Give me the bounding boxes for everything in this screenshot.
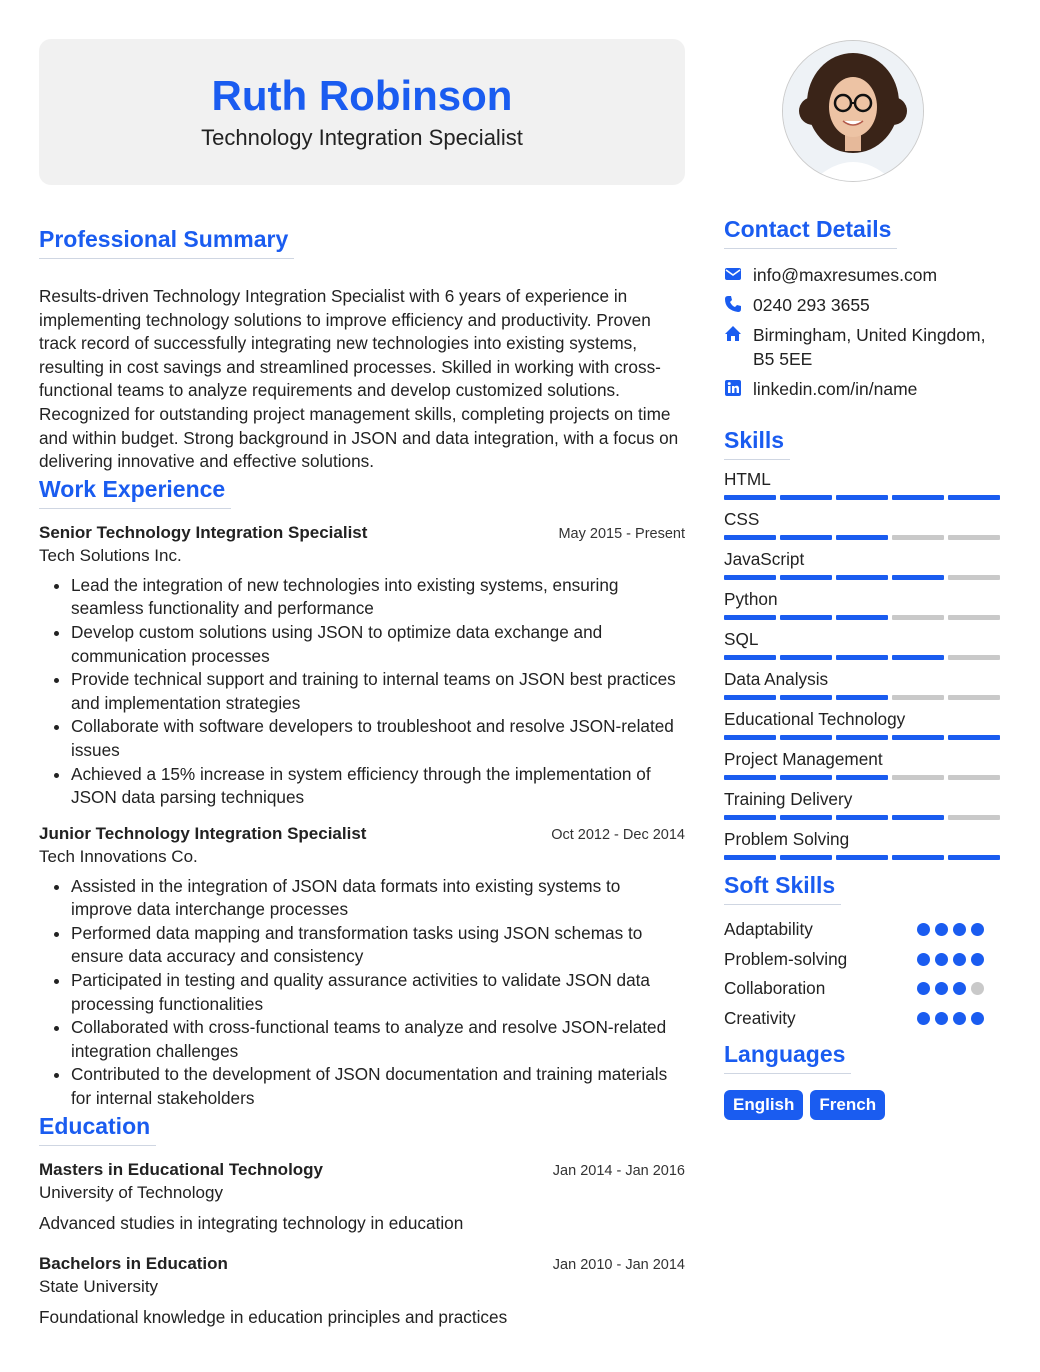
skill-level-segment bbox=[836, 655, 888, 660]
skill-level-segment bbox=[892, 535, 944, 540]
skill-level-segment bbox=[948, 655, 1000, 660]
job-entry bbox=[39, 523, 685, 810]
job-bullet: • Collaborate with software developers to troubleshoot and resolve JSON-related issues bbox=[71, 715, 685, 762]
skill-item bbox=[724, 467, 1004, 500]
skills-list bbox=[724, 467, 1004, 860]
skill-name: Python bbox=[724, 589, 778, 609]
contact-list bbox=[724, 263, 1004, 401]
education-school: State University bbox=[39, 1276, 159, 1296]
skill-level-segment bbox=[780, 695, 832, 700]
contact-phone-text: 0240 293 3655 bbox=[753, 295, 870, 315]
skill-level-segment bbox=[836, 695, 888, 700]
language-list bbox=[724, 1090, 1004, 1120]
skill-level-segment bbox=[836, 615, 888, 620]
soft-skill-rating bbox=[917, 953, 984, 966]
contact-email-text[interactable]: info@maxresumes.com bbox=[753, 265, 938, 285]
skill-level-segment bbox=[836, 735, 888, 740]
skill-level-bar bbox=[724, 775, 1000, 780]
job-bullet: • Provide technical support and training to internal teams on JSON best practices and implementation strategies bbox=[71, 668, 685, 715]
skill-item bbox=[724, 547, 1004, 580]
rating-dot bbox=[935, 923, 948, 936]
skill-level-segment bbox=[780, 815, 832, 820]
skill-level-bar bbox=[724, 575, 1000, 580]
skill-level-segment bbox=[724, 775, 776, 780]
skill-level-segment bbox=[948, 815, 1000, 820]
job-bullet: • Achieved a 15% increase in system efficiency through the implementation of JSON data parsing techniques bbox=[71, 763, 685, 810]
skill-level-segment bbox=[724, 695, 776, 700]
rating-dot bbox=[971, 953, 984, 966]
job-bullet: • Participated in testing and quality assurance activities to validate JSON data processing functionalities bbox=[71, 969, 685, 1016]
envelope-icon bbox=[724, 265, 742, 283]
skill-item bbox=[724, 667, 1004, 700]
skill-level-segment bbox=[780, 775, 832, 780]
skill-level-segment bbox=[836, 575, 888, 580]
education-heading: Education bbox=[39, 1113, 156, 1146]
job-bullet: • Lead the integration of new technologies into existing systems, ensuring seamless functionality and performance bbox=[71, 574, 685, 621]
soft-skill-item bbox=[724, 945, 984, 975]
summary-text: Results-driven Technology Integration Specialist with 6 years of experience in implementing technology solutions to improve efficiency and productivity. Proven track record of successfully integrating new technologies into existing systems, resulting in cost savings and streamlined processes. Skilled in working with cross-functional teams to analyze requirements and develop customized solutions. Recognized for outstanding project management skills, completing projects on time and within budget. Strong background in JSON and data integration, with a focus on delivering innovative and effective solutions. bbox=[39, 286, 679, 472]
education-description: Advanced studies in integrating technology in education bbox=[39, 1212, 464, 1233]
skill-level-segment bbox=[724, 575, 776, 580]
skill-level-segment bbox=[948, 775, 1000, 780]
education-school: University of Technology bbox=[39, 1182, 223, 1202]
skill-level-segment bbox=[724, 535, 776, 540]
skill-level-segment bbox=[780, 735, 832, 740]
languages-heading: Languages bbox=[724, 1041, 851, 1074]
skill-level-bar bbox=[724, 495, 1000, 500]
skill-level-segment bbox=[780, 535, 832, 540]
job-date: May 2015 - Present bbox=[558, 525, 685, 542]
job-bullet: • Develop custom solutions using JSON to optimize data exchange and communication processes bbox=[71, 621, 685, 668]
contact-phone bbox=[724, 293, 1004, 317]
skill-level-segment bbox=[948, 495, 1000, 500]
soft-skills-heading: Soft Skills bbox=[724, 872, 841, 905]
soft-skill-rating bbox=[917, 982, 984, 995]
rating-dot bbox=[935, 982, 948, 995]
skill-level-bar bbox=[724, 695, 1000, 700]
linkedin-icon bbox=[724, 379, 742, 397]
skill-level-segment bbox=[780, 495, 832, 500]
skill-level-segment bbox=[724, 855, 776, 860]
summary-heading: Professional Summary bbox=[39, 226, 294, 259]
skill-level-segment bbox=[724, 815, 776, 820]
skill-name: Project Management bbox=[724, 749, 883, 769]
job-bullet: • Collaborated with cross-functional teams to analyze and resolve JSON-related integration challenges bbox=[71, 1016, 685, 1063]
skill-level-segment bbox=[892, 815, 944, 820]
contact-email bbox=[724, 263, 1004, 287]
skill-level-segment bbox=[948, 855, 1000, 860]
skill-level-segment bbox=[892, 575, 944, 580]
education-date: Jan 2014 - Jan 2016 bbox=[552, 1162, 685, 1179]
skill-level-segment bbox=[836, 775, 888, 780]
education-description: Foundational knowledge in education principles and practices bbox=[39, 1306, 508, 1327]
education-degree: Bachelors in Education bbox=[39, 1253, 228, 1273]
language-pill-french: French bbox=[810, 1090, 885, 1120]
language-pill-english: English bbox=[724, 1090, 803, 1120]
soft-skills-list bbox=[724, 915, 1004, 1033]
phone-icon bbox=[724, 295, 742, 313]
contact-linkedin bbox=[724, 377, 1004, 401]
rating-dot bbox=[971, 1012, 984, 1025]
rating-dot bbox=[971, 982, 984, 995]
skill-name: Educational Technology bbox=[724, 709, 906, 729]
skill-name: CSS bbox=[724, 509, 760, 529]
skill-level-segment bbox=[724, 615, 776, 620]
skill-level-segment bbox=[948, 575, 1000, 580]
skill-level-segment bbox=[724, 655, 776, 660]
left-column bbox=[39, 226, 685, 1328]
job-role: Senior Technology Integration Specialist bbox=[39, 522, 368, 542]
skill-level-segment bbox=[892, 775, 944, 780]
soft-skill-name: Creativity bbox=[724, 1007, 796, 1028]
job-bullet: • Contributed to the development of JSON documentation and training materials for internal stakeholders bbox=[71, 1063, 685, 1110]
skill-name: SQL bbox=[724, 629, 759, 649]
job-entry bbox=[39, 824, 685, 1111]
soft-skill-item bbox=[724, 915, 984, 945]
skill-item bbox=[724, 587, 1004, 620]
home-icon bbox=[724, 325, 742, 343]
skill-level-bar bbox=[724, 855, 1000, 860]
skill-level-segment bbox=[892, 495, 944, 500]
rating-dot bbox=[953, 982, 966, 995]
skill-level-segment bbox=[836, 855, 888, 860]
skill-level-segment bbox=[892, 695, 944, 700]
skill-level-segment bbox=[892, 855, 944, 860]
skill-level-segment bbox=[836, 815, 888, 820]
skill-item bbox=[724, 707, 1004, 740]
skill-name: Problem Solving bbox=[724, 829, 850, 849]
skill-level-segment bbox=[892, 615, 944, 620]
experience-heading: Work Experience bbox=[39, 476, 231, 509]
skill-level-segment bbox=[892, 735, 944, 740]
soft-skill-item bbox=[724, 1004, 984, 1034]
candidate-title: Technology Integration Specialist bbox=[201, 125, 523, 150]
skill-level-segment bbox=[948, 535, 1000, 540]
skills-heading: Skills bbox=[724, 427, 790, 460]
education-date: Jan 2010 - Jan 2014 bbox=[552, 1256, 685, 1273]
skill-level-segment bbox=[724, 735, 776, 740]
job-bullets bbox=[39, 574, 685, 810]
rating-dot bbox=[917, 1012, 930, 1025]
contact-address-text: Birmingham, United Kingdom, B5 5EE bbox=[753, 325, 986, 369]
profile-photo bbox=[782, 40, 924, 182]
skill-name: Data Analysis bbox=[724, 669, 829, 689]
header-box bbox=[39, 39, 685, 185]
job-bullets bbox=[39, 875, 685, 1111]
job-date: Oct 2012 - Dec 2014 bbox=[551, 826, 685, 843]
skill-level-segment bbox=[948, 695, 1000, 700]
skill-item bbox=[724, 827, 1004, 860]
job-company: Tech Solutions Inc. bbox=[39, 545, 182, 565]
soft-skill-rating bbox=[917, 923, 984, 936]
skill-level-segment bbox=[836, 535, 888, 540]
soft-skill-name: Collaboration bbox=[724, 978, 826, 999]
job-bullet: • Assisted in the integration of JSON data formats into existing systems to improve data interchange processes bbox=[71, 875, 685, 922]
education-entry bbox=[39, 1160, 685, 1234]
skill-level-bar bbox=[724, 655, 1000, 660]
skill-name: HTML bbox=[724, 469, 771, 489]
soft-skill-name: Problem-solving bbox=[724, 948, 848, 969]
skill-name: Training Delivery bbox=[724, 789, 853, 809]
skill-level-segment bbox=[780, 855, 832, 860]
rating-dot bbox=[917, 923, 930, 936]
rating-dot bbox=[953, 923, 966, 936]
skill-item bbox=[724, 747, 1004, 780]
skill-level-bar bbox=[724, 735, 1000, 740]
skill-level-segment bbox=[948, 615, 1000, 620]
right-column bbox=[724, 216, 1004, 1120]
skill-level-segment bbox=[724, 495, 776, 500]
rating-dot bbox=[971, 923, 984, 936]
skill-level-segment bbox=[836, 495, 888, 500]
soft-skill-name: Adaptability bbox=[724, 919, 813, 940]
rating-dot bbox=[935, 953, 948, 966]
skill-item bbox=[724, 787, 1004, 820]
skill-level-segment bbox=[780, 575, 832, 580]
contact-linkedin-text[interactable]: linkedin.com/in/name bbox=[753, 379, 918, 399]
education-degree: Masters in Educational Technology bbox=[39, 1159, 324, 1179]
skill-item bbox=[724, 627, 1004, 660]
candidate-name: Ruth Robinson bbox=[211, 72, 513, 119]
soft-skill-rating bbox=[917, 1012, 984, 1025]
skill-level-bar bbox=[724, 815, 1000, 820]
contact-address bbox=[724, 323, 1004, 371]
rating-dot bbox=[917, 953, 930, 966]
skill-level-segment bbox=[948, 735, 1000, 740]
skill-item bbox=[724, 507, 1004, 540]
skill-level-bar bbox=[724, 535, 1000, 540]
rating-dot bbox=[953, 1012, 966, 1025]
rating-dot bbox=[935, 1012, 948, 1025]
job-role: Junior Technology Integration Specialist bbox=[39, 823, 367, 843]
contact-heading: Contact Details bbox=[724, 216, 897, 249]
job-bullet: • Performed data mapping and transformation tasks using JSON schemas to ensure data accuracy and consistency bbox=[71, 922, 685, 969]
job-company: Tech Innovations Co. bbox=[39, 846, 198, 866]
skill-name: JavaScript bbox=[724, 549, 805, 569]
skill-level-segment bbox=[780, 615, 832, 620]
skill-level-bar bbox=[724, 615, 1000, 620]
education-entry bbox=[39, 1254, 685, 1328]
skill-level-segment bbox=[892, 655, 944, 660]
skill-level-segment bbox=[780, 655, 832, 660]
rating-dot bbox=[917, 982, 930, 995]
rating-dot bbox=[953, 953, 966, 966]
soft-skill-item bbox=[724, 974, 984, 1004]
